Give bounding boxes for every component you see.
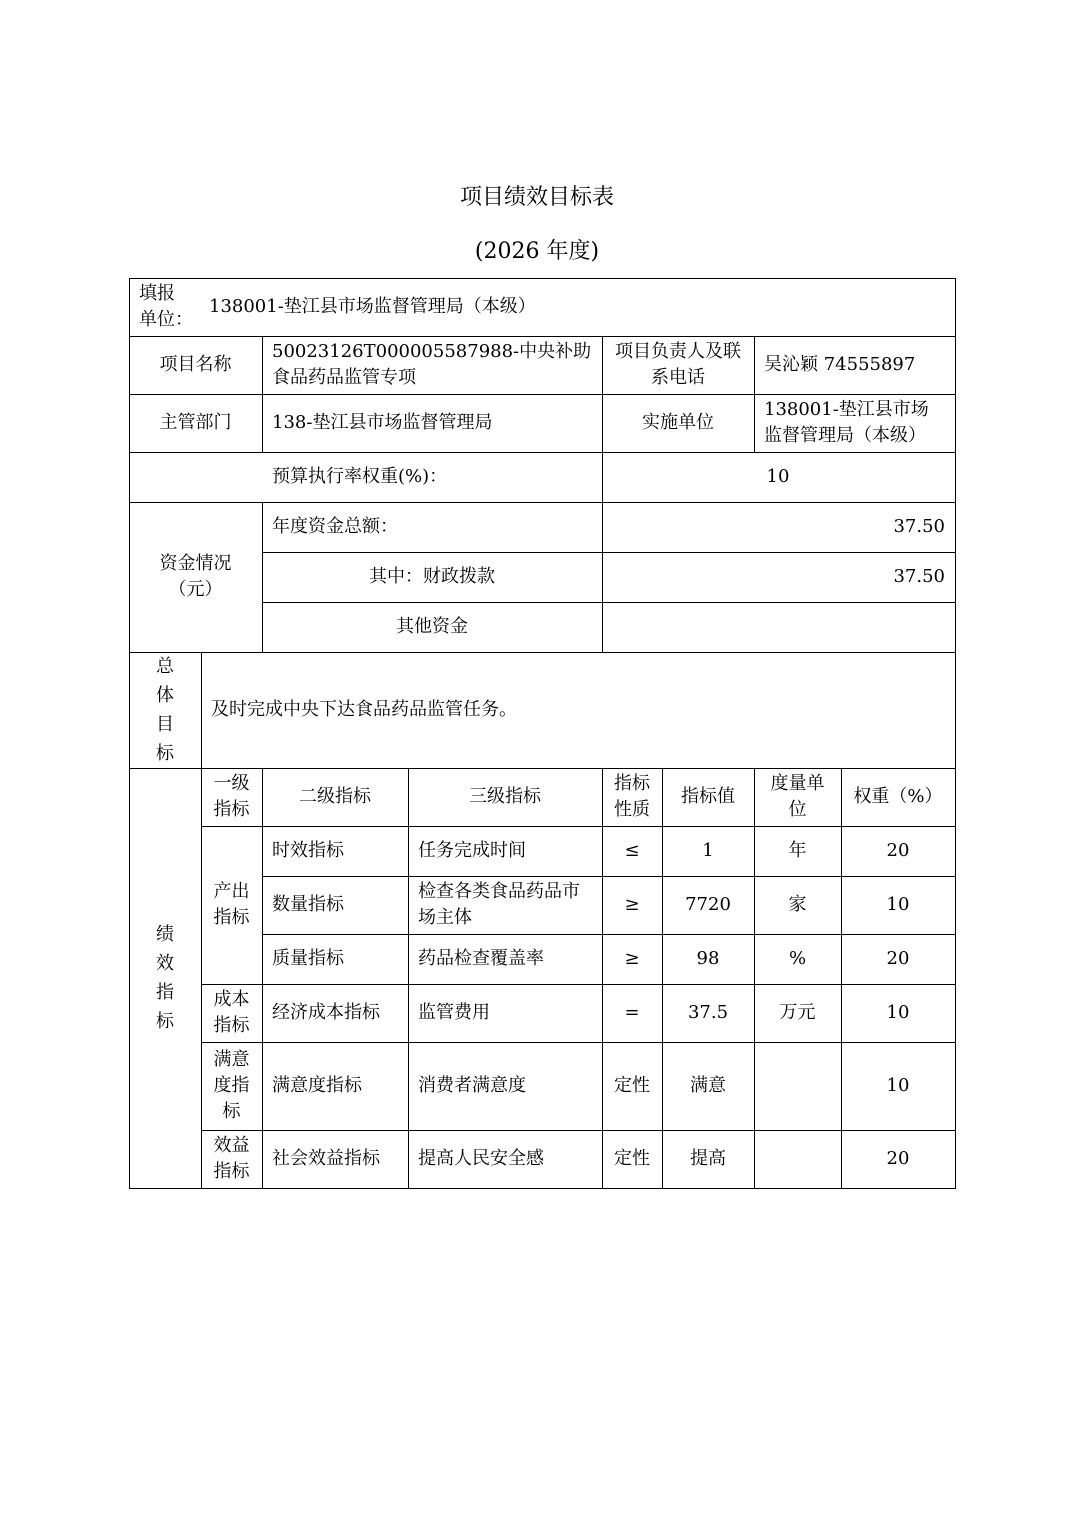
funds-fiscal-value [602,552,955,602]
indicator-nature [602,876,662,934]
indicator-unit [754,984,841,1042]
funds-total-value-text: 37.50 [893,516,945,537]
indicator-weight-text: 10 [886,1002,910,1023]
implementing-unit-label-text: 实施单位 [642,412,714,433]
indicator-level3-text: 检查各类食品药品市场主体 [418,881,580,928]
indicator-group [201,984,262,1042]
indicator-group [201,826,262,984]
project-leader-label [602,336,754,394]
header-weight [841,768,955,826]
competent-dept-value-text: 138-垫江县市场监督管理局 [272,412,493,433]
funds-fiscal-value-text: 37.50 [893,566,945,587]
indicator-level2-text: 满意度指标 [272,1075,362,1096]
header-value [662,768,754,826]
indicator-value [662,984,754,1042]
indicator-level2 [262,826,408,876]
budget-rate-label-text: 预算执行率权重(%)： [272,466,448,487]
indicator-group-text: 效益 指标 [213,1135,250,1182]
funds-fiscal-label-text: 其中：财政拨款 [369,566,495,587]
indicator-level2-text: 经济成本指标 [272,1002,380,1023]
indicator-level3 [408,1042,602,1130]
indicator-group-text: 满意 度指 标 [213,1049,250,1122]
header-unit [754,768,841,826]
competent-dept-label [129,394,262,452]
implementing-unit-value-text: 138001-垫江县市场监督管理局（本级） [764,399,929,446]
indicator-unit-text: 家 [788,894,807,915]
indicator-weight [841,1130,955,1188]
header-level3 [408,768,602,826]
indicator-weight-text: 20 [886,948,910,969]
indicator-level3-text: 监管费用 [418,1002,490,1023]
indicator-level3 [408,934,602,984]
indicator-weight [841,1042,955,1130]
page-title: 项目绩效目标表 [459,185,614,210]
header-weight-text: 权重（%） [853,786,943,807]
indicator-group [201,1042,262,1130]
project-name-label [129,336,262,394]
indicator-unit [754,826,841,876]
indicator-nature-text: = [624,1002,640,1023]
indicator-level2 [262,876,408,934]
funds-label [129,502,262,652]
overall-goal-text [201,652,955,768]
competent-dept-value [262,394,602,452]
indicator-value-text: 提高 [690,1148,726,1169]
indicator-unit [754,1130,841,1188]
indicator-unit-text: % [788,948,807,969]
indicator-weight [841,934,955,984]
indicator-level3 [408,1130,602,1188]
indicator-group-text: 产出 指标 [213,881,250,928]
indicator-value-text: 37.5 [687,1002,729,1023]
funds-other-label-text: 其他资金 [396,616,468,637]
indicator-nature [602,1042,662,1130]
indicator-unit [754,1042,841,1130]
indicator-value [662,1042,754,1130]
indicator-value-text: 满意 [690,1075,726,1096]
indicator-nature-text: ≥ [624,894,640,915]
project-name-value-text: 50023126T000005587988-中央补助食品药品监管专项 [272,341,592,388]
indicator-nature [602,826,662,876]
project-leader-value [754,336,955,394]
project-name-value [262,336,602,394]
funds-fiscal-label [262,552,602,602]
indicator-group [201,1130,262,1188]
table-rule [955,278,956,1189]
overall-goal-label [129,652,201,768]
indicator-value [662,934,754,984]
indicator-level3 [408,876,602,934]
budget-rate-value [758,452,798,502]
header-value-text: 指标值 [681,786,735,807]
indicator-weight-text: 20 [886,840,910,861]
project-leader-value-text: 吴沁颖 74555897 [764,354,916,375]
indicator-weight [841,984,955,1042]
funds-total-value [602,502,955,552]
implementing-unit-label [602,394,754,452]
indicator-level3-text: 消费者满意度 [418,1075,526,1096]
project-name-label-text: 项目名称 [159,354,232,375]
header-level1-text: 一级 指标 [213,773,250,820]
indicator-unit [754,876,841,934]
indicator-group-text: 成本 指标 [213,989,250,1036]
indicator-value-text: 7720 [685,894,731,915]
indicator-level3-text: 任务完成时间 [418,840,526,861]
header-nature [602,768,662,826]
indicator-nature-text: ≥ [624,948,640,969]
project-leader-label-text: 项目负责人及联系电话 [615,341,741,388]
reporting-unit-value-text: 138001-垫江县市场监督管理局（本级） [209,296,536,317]
indicator-nature-text: 定性 [614,1148,650,1169]
indicator-level2 [262,934,408,984]
indicator-level2-text: 社会效益指标 [272,1148,380,1169]
header-unit-text: 度量单 位 [770,773,825,820]
indicator-value-text: 1 [702,840,714,861]
header-level2-text: 二级指标 [299,786,371,807]
indicator-weight-text: 20 [886,1148,910,1169]
indicator-level2-text: 数量指标 [272,894,344,915]
indicator-nature-text: 定性 [614,1075,650,1096]
indicator-level3 [408,826,602,876]
funds-label-text: 资金情况 （元） [159,553,232,600]
header-level3-text: 三级指标 [469,786,541,807]
reporting-unit-label-text: 填报 单位： [139,283,193,330]
indicator-weight-text: 10 [886,1075,910,1096]
indicator-level2 [262,984,408,1042]
indicator-level2 [262,1130,408,1188]
overall-goal-label-text: 总 体 目 标 [156,656,174,764]
indicator-weight-text: 10 [886,894,910,915]
indicator-level2 [262,1042,408,1130]
funds-other-value [602,602,955,652]
indicator-weight [841,876,955,934]
table-rule [129,1188,956,1189]
indicator-nature [602,934,662,984]
indicator-level3-text: 药品检查覆盖率 [418,948,544,969]
indicator-value [662,1130,754,1188]
indicator-weight [841,826,955,876]
overall-goal-text-text: 及时完成中央下达食品药品监管任务。 [211,699,517,720]
header-level2 [262,768,408,826]
indicator-level3 [408,984,602,1042]
indicator-value-text: 98 [696,948,720,969]
funds-total-label-text: 年度资金总额： [272,516,398,537]
funds-total-label [262,502,602,552]
competent-dept-label-text: 主管部门 [159,412,232,433]
indicator-nature-text: ≤ [624,840,640,861]
indicator-unit-text: 年 [788,840,807,861]
reporting-unit-label [129,278,207,336]
header-nature-text: 指标 性质 [614,773,650,820]
budget-rate-value-text: 10 [766,466,790,487]
reporting-unit-value [199,278,955,336]
implementing-unit-value [754,394,955,452]
indicator-value [662,826,754,876]
indicator-unit [754,934,841,984]
indicator-unit-text: 万元 [779,1002,816,1023]
indicator-value [662,876,754,934]
indicator-nature [602,984,662,1042]
indicator-level2-text: 时效指标 [272,840,344,861]
indicators-section-label [129,768,201,1188]
page-subtitle: (2026 年度) [474,239,600,264]
indicator-nature [602,1130,662,1188]
funds-other-label [262,602,602,652]
indicator-level2-text: 质量指标 [272,948,344,969]
header-level1 [201,768,262,826]
budget-rate-label [262,452,602,502]
indicators-section-label-text: 绩 效 指 标 [156,924,174,1032]
indicator-level3-text: 提高人民安全感 [418,1148,544,1169]
